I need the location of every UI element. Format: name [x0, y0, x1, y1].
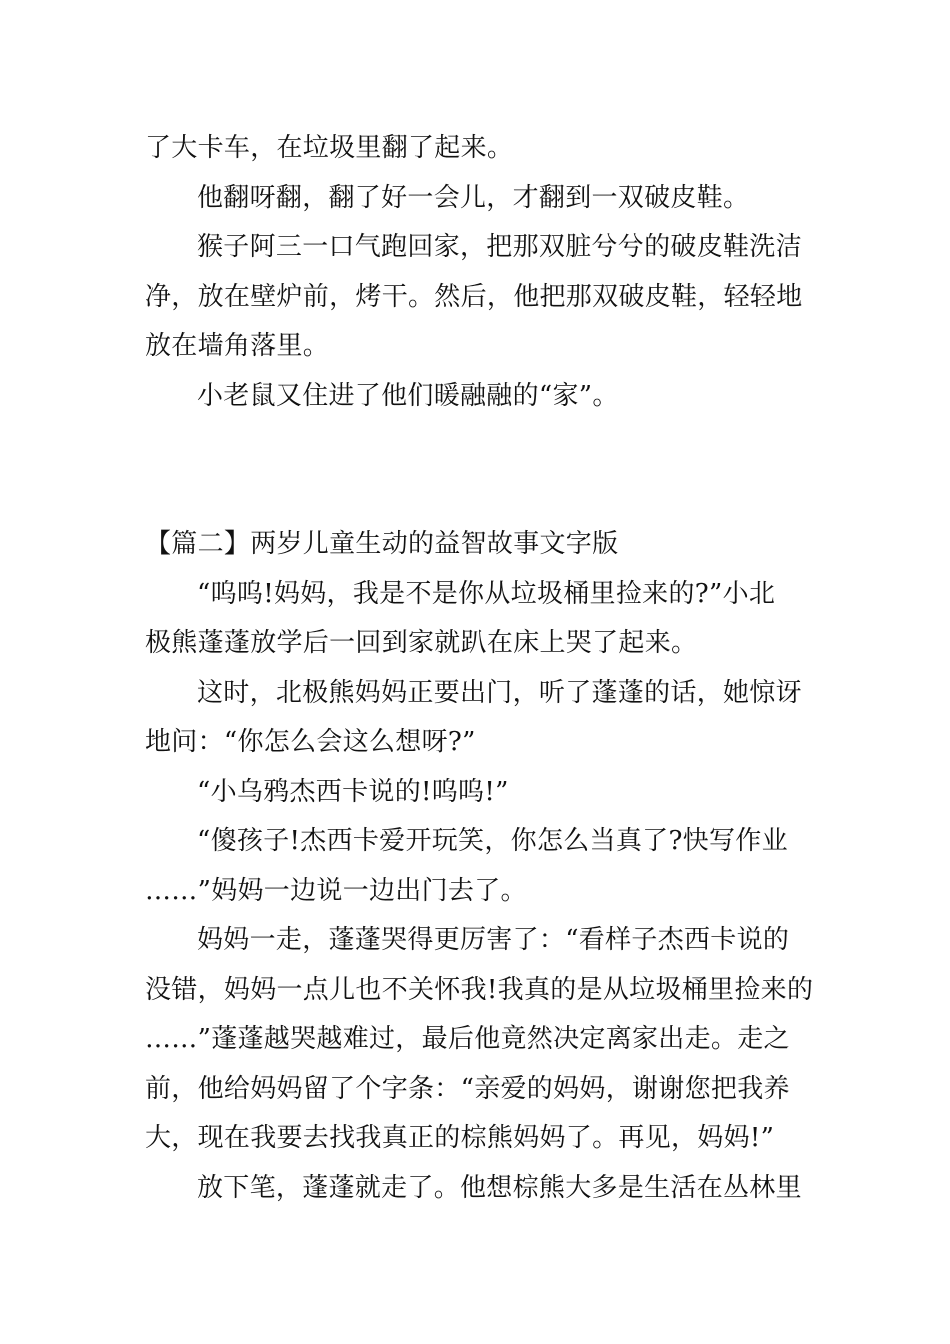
paragraph-line: 地问：“你怎么会这么想呀?” — [145, 727, 476, 757]
paragraph-line: 他翻呀翻，翻了好一会儿，才翻到一双破皮鞋。 — [197, 182, 750, 213]
paragraph-line: 了大卡车，在垃圾里翻了起来。 — [145, 133, 514, 163]
paragraph-line: 净，放在壁炉前，烤干。然后，他把那双破皮鞋，轻轻地 — [145, 281, 803, 312]
paragraph-line: “傻孩子!杰西卡爱开玩笑，你怎么当真了?快写作业 — [197, 826, 788, 856]
section-heading: 【篇二】两岁儿童生动的益智故事文字版 — [145, 529, 619, 559]
paragraph-line: 妈妈一走，蓬蓬哭得更厉害了：“看样子杰西卡说的 — [197, 925, 790, 955]
paragraph-line: ……”妈妈一边说一边出门去了。 — [145, 875, 527, 906]
paragraph-line: ……”蓬蓬越哭越难过，最后他竟然决定离家出走。走之 — [145, 1024, 790, 1054]
section-spacer — [145, 421, 815, 520]
paragraph-line: 放下笔，蓬蓬就走了。他想棕熊大多是生活在丛林里 — [197, 1172, 802, 1203]
paragraph-line: 极熊蓬蓬放学后一回到家就趴在床上哭了起来。 — [145, 628, 698, 658]
paragraph-line: 这时，北极熊妈妈正要出门，听了蓬蓬的话，她惊讶 — [197, 677, 802, 708]
paragraph-line: 猴子阿三一口气跑回家，把那双脏兮兮的破皮鞋洗洁 — [197, 232, 802, 262]
paragraph-line: 小老鼠又住进了他们暖融融的“家”。 — [197, 380, 619, 411]
paragraph-line: 前，他给妈妈留了个字条：“亲爱的妈妈，谢谢您把我养 — [145, 1073, 790, 1104]
paragraph-line: “呜呜!妈妈，我是不是你从垃圾桶里捡来的?”小北 — [197, 578, 776, 609]
paragraph-line: 没错，妈妈一点儿也不关怀我!我真的是从垃圾桶里捡来的 — [145, 974, 814, 1005]
paragraph-line: 放在墙角落里。 — [145, 331, 330, 361]
document-body — [145, 124, 815, 1213]
paragraph-line: “小乌鸦杰西卡说的!呜呜!” — [197, 776, 509, 807]
paragraph-line: 大，现在我要去找我真正的棕熊妈妈了。再见，妈妈!” — [145, 1123, 775, 1153]
